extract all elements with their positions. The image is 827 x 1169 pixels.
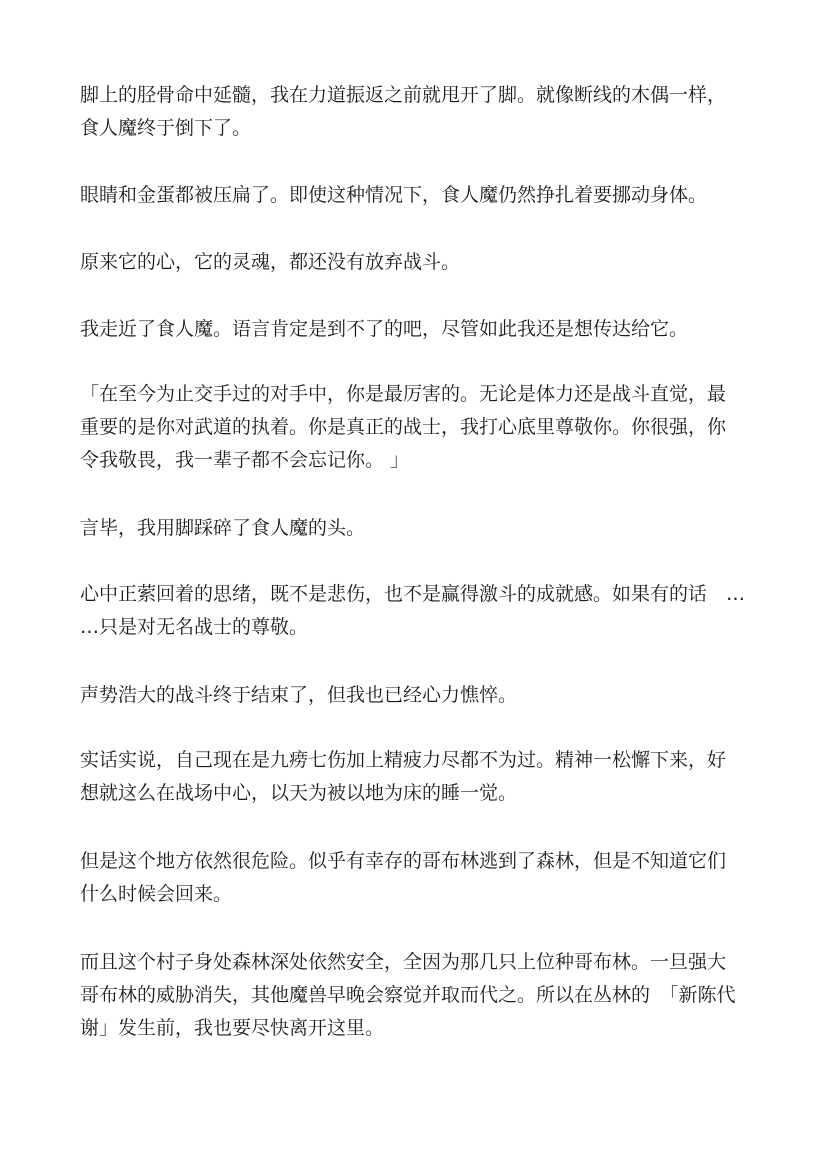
paragraph-10 [80,845,748,911]
text-line: 而且这个村子身处森林深处依然安全，全因为那几只上位种哥布林。一旦强大 [80,951,727,973]
text-line: 但是这个地方依然很危险。似乎有幸存的哥布林逃到了森林，但是不知道它们 [80,850,727,872]
text-line: …只是对无名战士的尊敬。 [80,616,309,638]
paragraph-5-quote [80,378,748,477]
paragraph-1 [80,79,748,145]
paragraph-11 [80,946,748,1045]
text-line: 谢」发生前，我也要尽快离开这里。 [80,1017,385,1039]
paragraph-8 [80,679,748,712]
text-line: 心中正萦回着的思绪，既不是悲伤，也不是赢得激斗的成就感。如果有的话 … [80,583,746,605]
text-line: 言毕，我用脚踩碎了食人魔的头。 [80,517,366,539]
paragraph-7 [80,578,748,644]
paragraph-3 [80,246,748,279]
text-line: 原来它的心，它的灵魂，都还没有放弃战斗。 [80,251,461,273]
text-line: 什么时候会回来。 [80,883,233,905]
paragraph-9 [80,744,748,810]
text-line: 哥布林的威胁消失，其他魔兽早晚会察觉并取而代之。所以在丛林的 「新陈代 [80,984,736,1006]
text-line: 食人魔终于倒下了。 [80,117,252,139]
text-line: 眼睛和金蛋都被压扁了。即使这种情况下，食人魔仍然挣扎着要挪动身体。 [80,184,708,206]
text-line: 令我敬畏，我一辈子都不会忘记你。 」 [80,449,410,471]
text-line: 脚上的胫骨命中延髓，我在力道振返之前就甩开了脚。就像断线的木偶一样， [80,84,727,106]
text-line: 想就这么在战场中心，以天为被以地为床的睡一觉。 [80,782,518,804]
paragraph-6 [80,512,748,545]
paragraph-4 [80,313,748,346]
text-line: 声势浩大的战斗终于结束了，但我也已经心力憔悴。 [80,684,518,706]
text-line: 实话实说，自己现在是九痨七伤加上精疲力尽都不为过。精神一松懈下来，好 [80,749,727,771]
text-line: 我走近了食人魔。语言肯定是到不了的吧，尽管如此我还是想传达给它。 [80,318,689,340]
paragraph-2 [80,179,748,212]
text-line: 重要的是你对武道的执着。你是真正的战士，我打心底里尊敬你。你很强，你 [80,416,727,438]
text-line: 「在至今为止交手过的对手中，你是最厉害的。无论是体力还是战斗直觉，最 [80,383,727,405]
